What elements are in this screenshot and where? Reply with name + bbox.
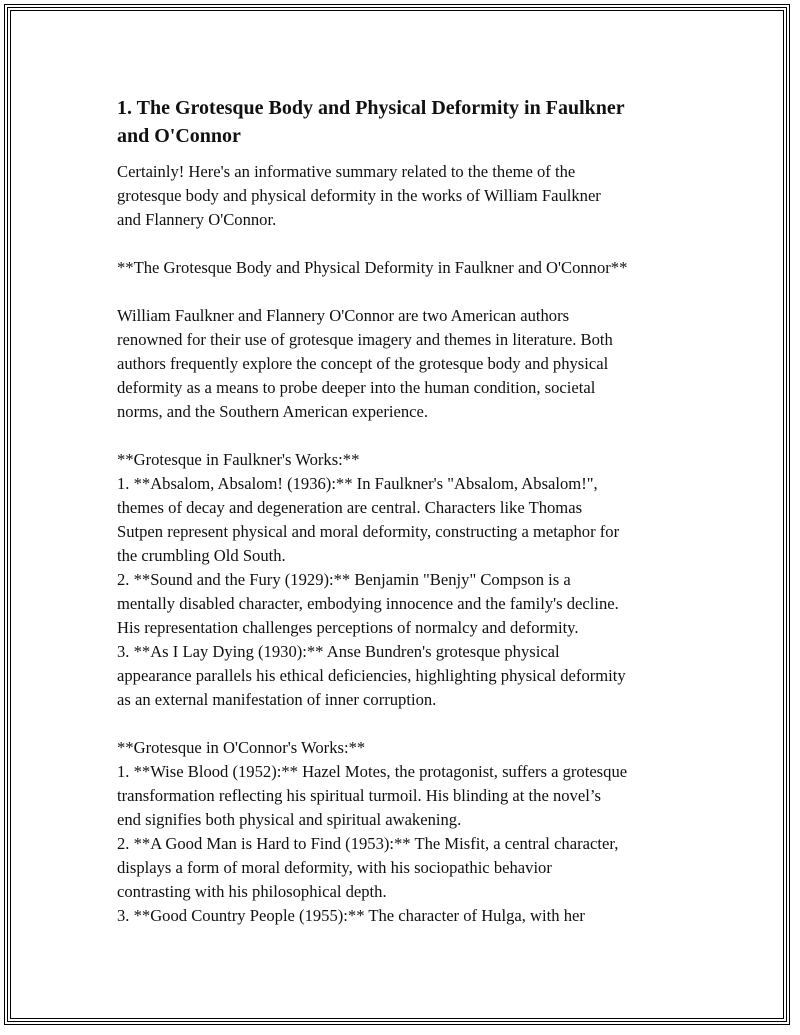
faulkner-heading: **Grotesque in Faulkner's Works:** xyxy=(117,450,360,469)
title-line-1: 1. The Grotesque Body and Physical Deformity in Faulkner xyxy=(117,97,625,119)
overview-line: norms, and the Southern American experience. xyxy=(117,402,429,421)
oconnor-heading: **Grotesque in O'Connor's Works:** xyxy=(117,738,366,757)
intro-line: and Flannery O'Connor. xyxy=(117,210,277,229)
oconnor-line: 1. **Wise Blood (1952):** Hazel Motes, the protagonist, suffers a grotesque xyxy=(117,762,628,781)
document-title xyxy=(117,94,692,150)
overview-line: authors frequently explore the concept of the grotesque body and physical xyxy=(117,354,609,373)
oconnor-line: displays a form of moral deformity, with his sociopathic behavior xyxy=(117,858,552,877)
oconnor-line: 2. **A Good Man is Hard to Find (1953):** The Misfit, a central character, xyxy=(117,834,619,853)
faulkner-line: 1. **Absalom, Absalom! (1936):** In Faulkner's "Absalom, Absalom!", xyxy=(117,474,598,493)
faulkner-line: mentally disabled character, embodying innocence and the family's decline. xyxy=(117,594,619,613)
overview-line: renowned for their use of grotesque imagery and themes in literature. Both xyxy=(117,330,613,349)
faulkner-line: the crumbling Old South. xyxy=(117,546,286,565)
overview-line: William Faulkner and Flannery O'Connor are two American authors xyxy=(117,306,570,325)
faulkner-line: His representation challenges perceptions of normalcy and deformity. xyxy=(117,618,579,637)
document-body xyxy=(117,94,692,928)
faulkner-line: themes of decay and degeneration are central. Characters like Thomas xyxy=(117,498,583,517)
oconnor-list xyxy=(117,760,692,928)
oconnor-line: end signifies both physical and spiritual awakening. xyxy=(117,810,462,829)
overview-paragraph xyxy=(117,304,692,424)
oconnor-line: contrasting with his philosophical depth. xyxy=(117,882,387,901)
oconnor-line: 3. **Good Country People (1955):** The character of Hulga, with her xyxy=(117,906,585,925)
overview-line: deformity as a means to probe deeper into the human condition, societal xyxy=(117,378,596,397)
intro-line: grotesque body and physical deformity in the works of William Faulkner xyxy=(117,186,601,205)
oconnor-line: transformation reflecting his spiritual turmoil. His blinding at the novel’s xyxy=(117,786,601,805)
faulkner-line: Sutpen represent physical and moral deformity, constructing a metaphor for xyxy=(117,522,620,541)
title-line-2: and O'Connor xyxy=(117,125,241,147)
faulkner-line: 2. **Sound and the Fury (1929):** Benjamin "Benjy" Compson is a xyxy=(117,570,571,589)
faulkner-line: 3. **As I Lay Dying (1930):** Anse Bundren's grotesque physical xyxy=(117,642,560,661)
intro-line: Certainly! Here's an informative summary related to the theme of the xyxy=(117,162,576,181)
intro-paragraph xyxy=(117,160,692,232)
faulkner-line: as an external manifestation of inner corruption. xyxy=(117,690,437,709)
faulkner-list xyxy=(117,472,692,712)
section-heading: **The Grotesque Body and Physical Deformity in Faulkner and O'Connor** xyxy=(117,258,628,277)
faulkner-line: appearance parallels his ethical deficiencies, highlighting physical deformity xyxy=(117,666,626,685)
